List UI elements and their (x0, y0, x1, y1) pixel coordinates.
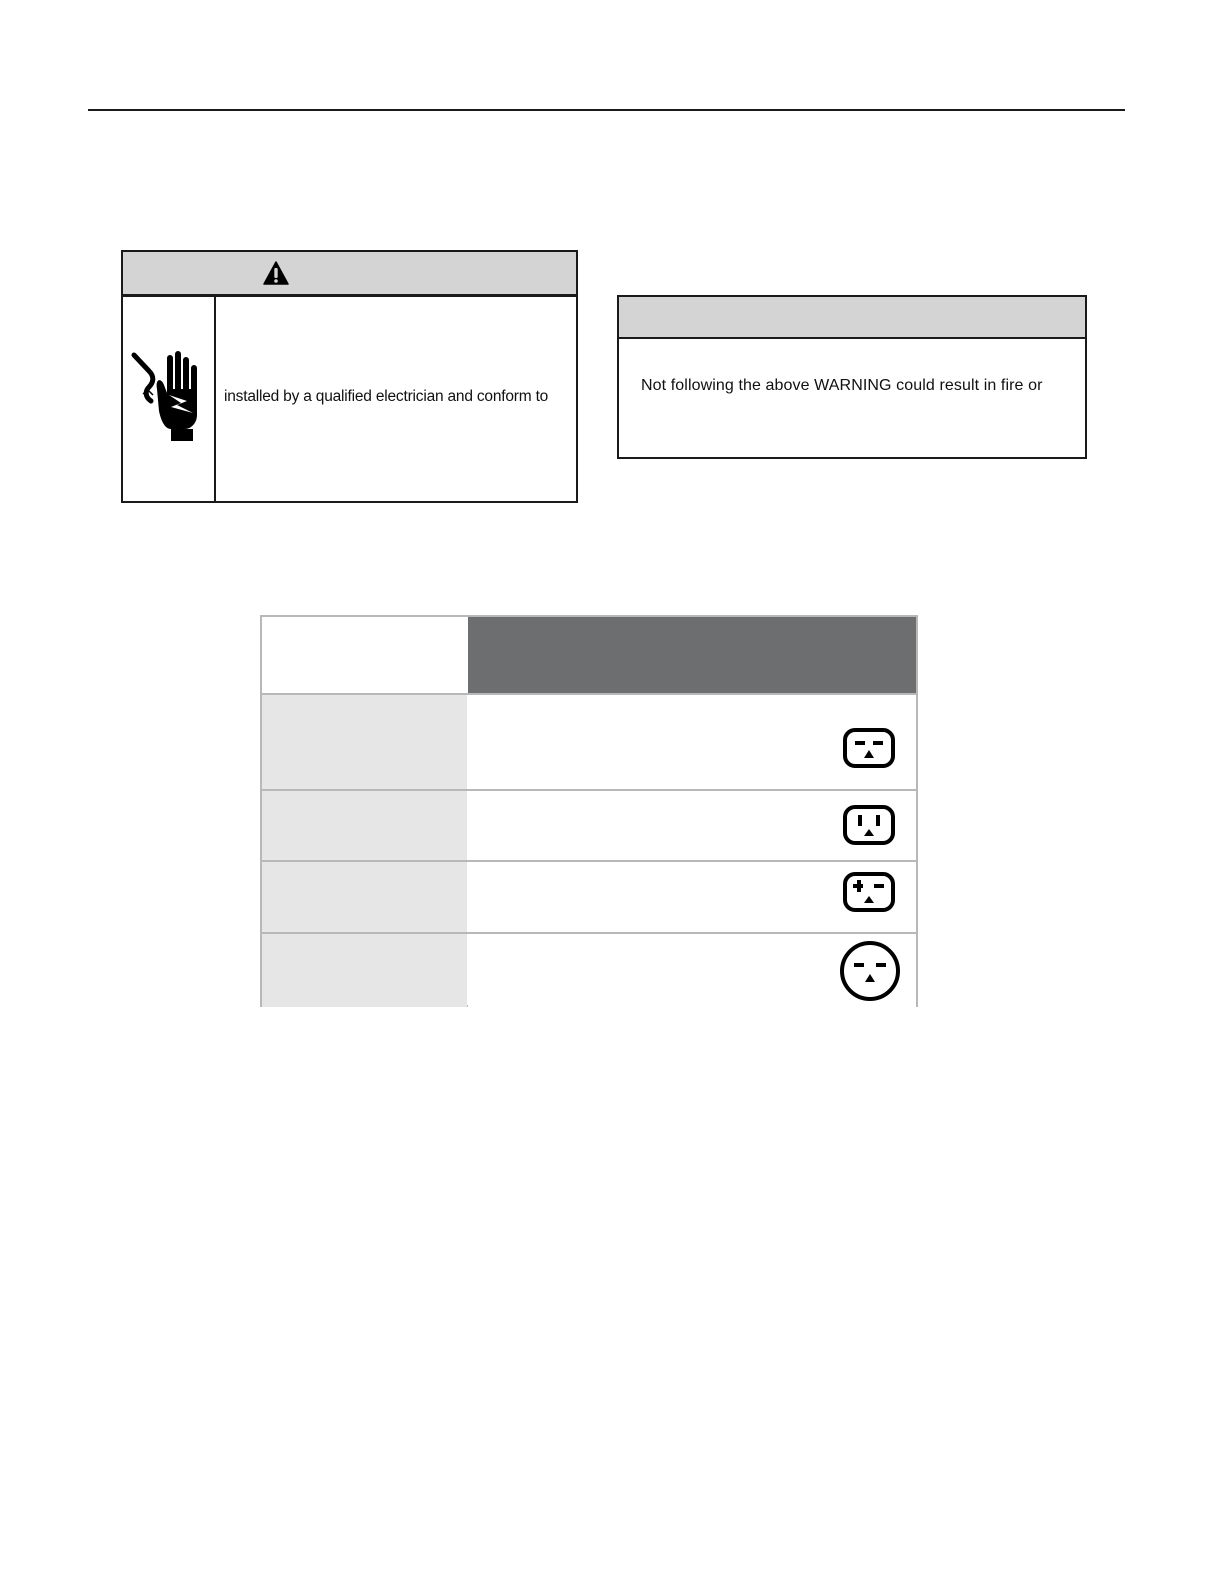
warning-icon-cell (123, 297, 216, 501)
table-row-label-cell (262, 934, 467, 1007)
receptacle-20a-outlet-icon (843, 872, 895, 912)
table-row-label-cell (262, 791, 467, 860)
table-row (262, 693, 916, 791)
receptacle-15a-outlet-icon (843, 805, 895, 845)
table-row-label-cell (262, 695, 467, 791)
receptacle-50a-round-outlet-icon (839, 940, 901, 1002)
warning-text: installed by a qualified electrician and conform to (224, 388, 549, 405)
table-row (262, 932, 916, 1007)
table-row (262, 789, 916, 860)
caution-header (619, 297, 1085, 339)
caution-box (617, 295, 1087, 459)
warning-triangle-icon (263, 261, 289, 285)
electrical-shock-hand-icon (131, 349, 203, 445)
receptacle-table (260, 615, 918, 1007)
table-corner-cell (262, 617, 467, 693)
table-row-label-cell (262, 862, 467, 932)
warning-header (123, 252, 576, 297)
caution-text: Not following the above WARNING could result in fire or (641, 377, 1043, 394)
warning-box (121, 250, 578, 503)
header-rule (88, 109, 1125, 111)
table-row (262, 860, 916, 932)
table-header-cell (468, 617, 916, 693)
receptacle-30a-outlet-icon (843, 728, 895, 768)
